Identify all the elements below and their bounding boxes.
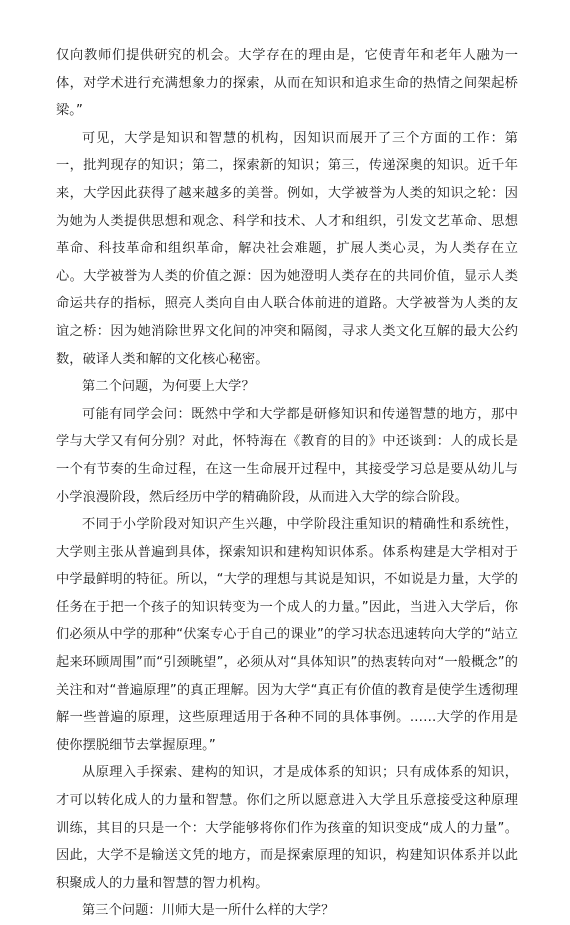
paragraph-1: 仅向教师们提供研究的机会。大学存在的理由是，它使青年和老年人融为一体，对学术进行充满想象力的探索，从而在知识和追求生命的热情之间架起桥梁。” xyxy=(56,48,518,119)
paragraph-4: 不同于小学阶段对知识产生兴趣，中学阶段注重知识的精确性和系统性，大学则主张从普遍到具体，探索知识和建构知识体系。体系构建是大学相对于中学最鲜明的特征。所以，“大学的理想与其说是知识，不如说是力量，大学的任务在于把一个孩子的知识转变为一个成人的力量。”因此，当进入大学后，你们必须从中学的那种“伏案专心于自己的课业”的学习状态迅速转向大学的“站立起来环顾周围”而“引颈眺望”，必须从对“具体知识”的热衷转向对“一般概念”的关注和对“普遍原理”的真正理解。因为大学“真正有价值的教育是使学生透彻理解一些普遍的原理，这些原理适用于各种不同的具体事例。……大学的作用是使你摆脱细节去掌握原理。” xyxy=(56,517,518,753)
paragraph-2: 可见，大学是知识和智慧的机构，因知识而展开了三个方面的工作：第一，批判现存的知识；第二，探索新的知识；第三，传递深奥的知识。近千年来，大学因此获得了越来越多的美誉。例如，大学被誉为人类的知识之轮：因为她为人类提供思想和观念、科学和技术、人才和组织，引发文艺革命、思想革命、科技革命和组织革命，解决社会难题，扩展人类心灵，为人类存在立心。大学被誉为人类的价值之源：因为她澄明人类存在的共同价值，显示人类命运共存的指标，照亮人类向自由人联合体前进的道路。大学被誉为人类的友谊之桥：因为她消除世界文化间的冲突和隔阂，寻求人类文化互解的最大公约数，破译人类和解的文化核心秘密。 xyxy=(56,130,518,367)
section-heading-2: 第二个问题，为何要上大学？ xyxy=(82,379,255,395)
document-page xyxy=(56,42,518,925)
section-heading-3: 第三个问题：川师大是一所什么样的大学？ xyxy=(82,903,335,919)
paragraph-5: 从原理入手探索、建构的知识，才是成体系的知识；只有成体系的知识，才可以转化成人的力量和智慧。你们之所以愿意进入大学且乐意接受这种原理训练，其目的只是一个：大学能够将你们作为孩童的知识变成“成人的力量”。因此，大学不是输送文凭的地方，而是探索原理的知识，构建知识体系并以此积聚成人的力量和智慧的智力机构。 xyxy=(56,765,518,891)
paragraph-3: 可能有同学会问：既然中学和大学都是研修知识和传递智慧的地方，那中学与大学又有何分别？对此，怀特海在《教育的目的》中还谈到：人的成长是一个有节奏的生命过程，在这一生命展开过程中，其接受学习总是要从幼儿与小学浪漫阶段，然后经历中学的精确阶段，从而进入大学的综合阶段。 xyxy=(56,406,518,505)
